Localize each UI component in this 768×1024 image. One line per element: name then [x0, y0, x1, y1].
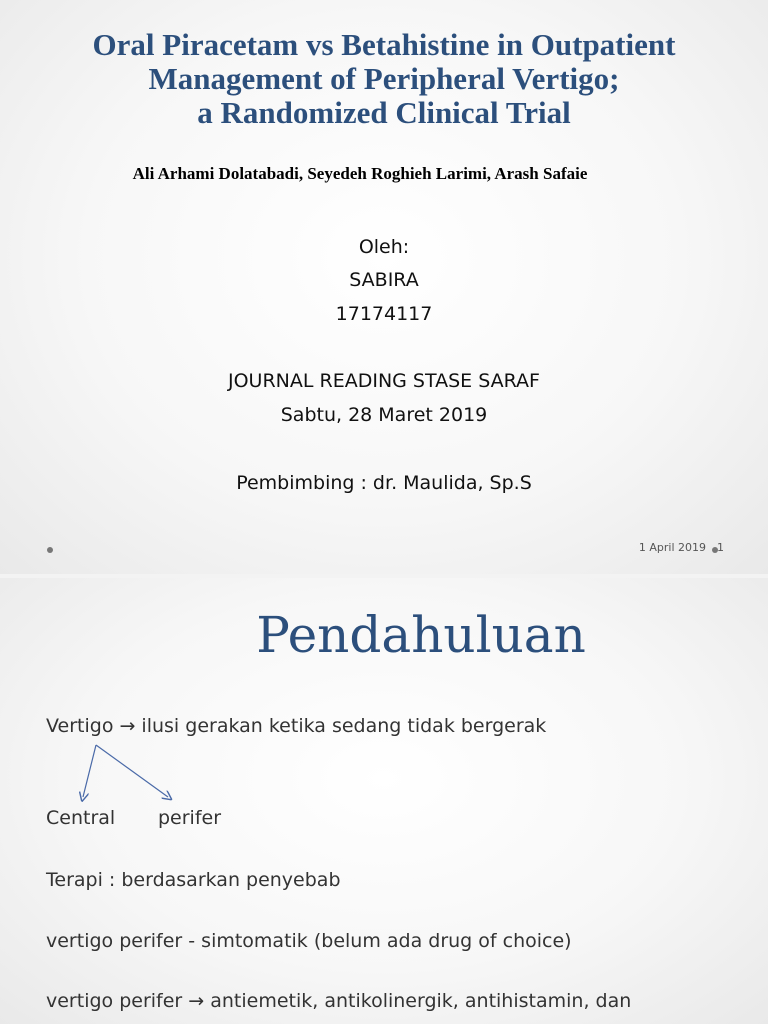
footer-date: 1 April 2019 — [638, 541, 706, 554]
arrow-to-central — [83, 745, 96, 797]
page-number: 1 — [717, 541, 724, 554]
event-date: Sabtu, 28 Maret 2019 — [280, 404, 488, 426]
vertigo-definition: Vertigo → ilusi gerakan ketika sedang tidak bergerak — [46, 715, 547, 737]
slide-heading: Pendahuluan — [256, 606, 586, 664]
presenter-label: Oleh: — [358, 236, 410, 258]
arrow-to-perifer — [96, 745, 168, 797]
intro-slide — [0, 578, 768, 1024]
branch-central: Central — [46, 807, 116, 829]
therapy-line: Terapi : berdasarkan penyebab — [46, 869, 341, 891]
treatment-line: vertigo perifer → antiemetik, antikolinergik, antihistamin, dan — [46, 990, 632, 1012]
branch-perifer: perifer — [158, 807, 222, 829]
branch-arrows-icon — [0, 578, 768, 1024]
presenter-id: 17174117 — [335, 303, 433, 325]
footer-left-dot-icon — [47, 547, 53, 553]
title-line-2: Management of Peripheral Vertigo; — [148, 61, 620, 96]
presenter-name: SABIRA — [349, 269, 419, 291]
slide-title — [0, 28, 768, 130]
authors: Ali Arhami Dolatabadi, Seyedeh Roghieh Larimi, Arash Safaie — [132, 164, 588, 183]
event-name: JOURNAL READING STASE SARAF — [228, 370, 540, 392]
title-line-3: a Randomized Clinical Trial — [197, 95, 571, 130]
peripheral-symptomatic-line: vertigo perifer - simtomatik (belum ada drug of choice) — [46, 930, 572, 952]
supervisor: Pembimbing : dr. Maulida, Sp.S — [236, 472, 532, 494]
title-line-1: Oral Piracetam vs Betahistine in Outpatient — [92, 27, 676, 62]
